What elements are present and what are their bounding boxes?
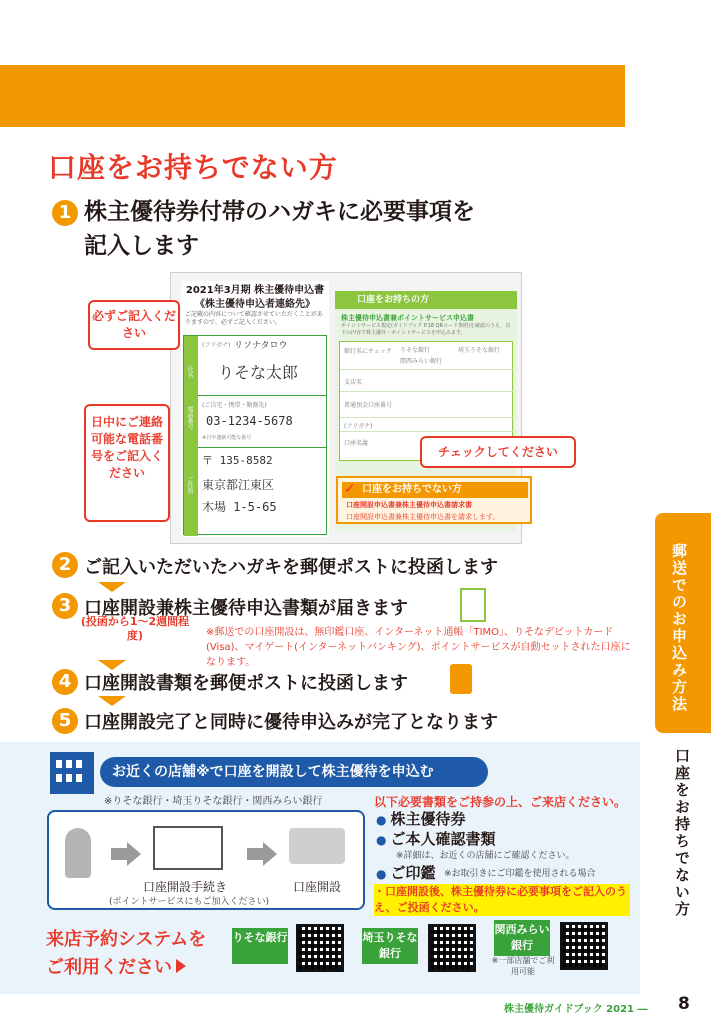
flow-step-1: 口座開設手続き — [143, 880, 228, 894]
bring-item-2: ● ご本人確認書類 — [376, 828, 496, 849]
holder-label: 口座名義 — [344, 440, 369, 447]
furigana-value: リソナタロウ — [234, 341, 288, 351]
arrow-down-icon — [98, 582, 126, 592]
arrow-right-icon — [263, 842, 277, 866]
account-row — [340, 392, 514, 418]
store-flow — [47, 810, 365, 910]
address-line1: 東京都江東区 — [202, 478, 275, 492]
qr-code-resona[interactable] — [296, 924, 344, 972]
no-account-box — [336, 476, 532, 524]
bank-option-saitama: 埼玉りそな銀行 — [458, 347, 501, 354]
bank-option-kansai: 関西みらい銀行 — [400, 358, 443, 365]
step-3-text: 口座開設兼株主優待申込書類が届きます — [84, 598, 408, 619]
flow-step-1-note: (ポイントサービスにもご加入ください) — [109, 897, 270, 907]
name-row — [198, 336, 326, 396]
card-form — [183, 335, 327, 535]
name-value: りそな太郎 — [218, 363, 299, 382]
step-5-number: 5 — [52, 708, 78, 734]
bank-tag-resona: りそな銀行 — [232, 928, 288, 964]
bring-warning: ・口座開設後、株主優待券に必要事項をご記入のうえ、ご投函ください。 — [374, 884, 630, 916]
bank-row-label: 銀行名にチェック — [344, 348, 392, 355]
step-2-number: 2 — [52, 552, 78, 578]
phone-note: ※日中連絡可能な番号 — [202, 435, 252, 441]
reserve-line1: 来店予約システムを — [46, 929, 207, 950]
callout-required: 必ずご記入ください — [88, 300, 180, 350]
triangle-right-icon — [176, 959, 186, 973]
no-account-line2: 口座開設申込書兼株主優待申込書を請求します。 — [346, 513, 500, 521]
phone-label: 電話番号 — [186, 406, 193, 430]
qr-code-saitama[interactable] — [428, 924, 476, 972]
callout-check: チェックしてください — [420, 436, 576, 468]
cash-card-icon — [289, 828, 345, 864]
bring-item-3-note: ※お取引きにご印鑑を使用される場合 — [444, 869, 596, 879]
furigana-label: (フリガナ) — [202, 342, 231, 349]
reserve-line2: ご利用ください — [46, 954, 206, 982]
step-3-number: 3 — [52, 593, 78, 619]
step-1-number: 1 — [52, 200, 78, 226]
step-1-text: 株主優待券付帯のハガキに必要事項を 記入します — [84, 199, 475, 259]
phone-sub: (ご自宅・携帯・勤務先) — [202, 402, 267, 409]
right-note: ポイントサービス規定(ガイドブック P.18 QRコード参照)を確認のうえ、以下の内容で株主優待・ポイントサービスを申込みます。 — [341, 323, 511, 336]
postal-value: 〒 135-8582 — [202, 454, 273, 467]
step-4-text: 口座開設書類を郵便ポストに投函します — [84, 673, 408, 694]
address-label: ご住所 — [186, 476, 193, 494]
kana-label: (フリガナ) — [344, 423, 373, 430]
bank-row — [340, 342, 514, 370]
name-label: 氏名 — [186, 366, 193, 378]
mailbox-icon — [450, 664, 472, 694]
right-head: 口座をお持ちの方 — [335, 291, 517, 309]
no-account-line1: 口座開設申込書兼株主優待申込書請求書 — [346, 501, 472, 509]
person-icon — [65, 828, 91, 878]
section-title: 口座をお持ちでない方 — [48, 146, 338, 186]
phone-row — [198, 396, 326, 448]
arrow-down-icon — [98, 696, 126, 706]
store-note: ※りそな銀行・埼玉りそな銀行・関西みらい銀行 — [104, 796, 323, 807]
header-band — [0, 65, 625, 127]
branch-row — [340, 370, 514, 392]
kansai-note: ※一部店舗でご利用可能 — [491, 956, 555, 976]
kana-row — [340, 418, 514, 432]
bank-tag-saitama: 埼玉りそな銀行 — [362, 928, 418, 964]
bring-item-3: ● ご印鑑 — [376, 862, 436, 883]
side-subtitle: 口座をお持ちでない方 — [673, 748, 691, 918]
side-tab — [655, 513, 711, 733]
bring-title: 以下必要書類をご持参の上、ご来店ください。 — [374, 795, 627, 809]
arrow-right-icon — [127, 842, 141, 866]
side-tab-text: 郵送でのお申込み方法 — [670, 543, 688, 713]
step-4-number: 4 — [52, 669, 78, 695]
branch-label: 支店名 — [344, 379, 363, 386]
step-2-text: ご記入いただいたハガキを郵便ポストに投函します — [84, 557, 498, 578]
card-title: 2021年3月期 株主優待申込書 — [185, 285, 325, 296]
account-label: 普通預金口座番号 — [344, 402, 393, 409]
flow-step-2: 口座開設 — [293, 880, 342, 894]
bank-tag-kansai: 関西みらい銀行 — [494, 920, 550, 956]
store-title: お近くの店舗※で口座を開設して株主優待を申込む — [100, 757, 488, 787]
bank-option-resona: りそな銀行 — [400, 347, 431, 354]
postcard-left — [181, 281, 329, 537]
no-account-head: 口座をお持ちでない方 — [342, 482, 528, 498]
check-mark-icon: ✓ — [344, 481, 356, 497]
step-5-text: 口座開設完了と同時に優待申込みが完了となります — [84, 712, 498, 733]
bring-item-2-note: ※詳細は、お近くの店舗にご確認ください。 — [396, 851, 575, 861]
card-subtitle: 《株主優待申込者連絡先》 — [195, 299, 315, 310]
step-3-note: ※郵送での口座開設は、無印鑑口座、インターネット通帳「TIMO」、りそなデビットカード(Visa)、マイゲート(インターネットバンキング)、ポイントサービスが自動セットされた口座になります。 — [206, 627, 631, 668]
phone-value: 03-1234-5678 — [206, 414, 293, 428]
qr-code-kansai[interactable] — [560, 922, 608, 970]
form-sheet-icon — [153, 826, 223, 870]
footer-book: 株主優待ガイドブック 2021 ― — [504, 1004, 648, 1015]
page-number: 8 — [678, 994, 690, 1014]
bank-building-icon — [50, 752, 94, 794]
card-note: ご記載の内容について確認させていただくことがありますので、必ずご記入ください。 — [185, 311, 323, 326]
address-row — [198, 448, 326, 534]
bring-item-1: ● 株主優待券 — [376, 808, 466, 829]
right-sub: 株主優待申込書兼ポイントサービス申込書 — [341, 314, 474, 322]
reserve-callout — [46, 926, 206, 982]
callout-daytime: 日中にご連絡可能な電話番号をご記入ください — [84, 404, 170, 522]
step-3-period: (投函から1〜2週間程度) — [80, 615, 190, 642]
address-line2: 木場 1-5-65 — [202, 500, 277, 514]
document-icon — [460, 588, 486, 622]
